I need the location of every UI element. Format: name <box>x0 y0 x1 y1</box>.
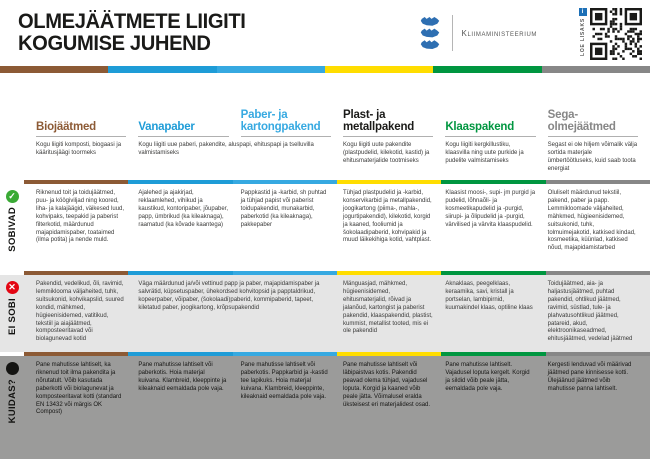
qr-code <box>590 8 642 60</box>
category-color-bar <box>0 66 650 73</box>
cell-klaaspakend-kuidas: Pane mahutisse lahtiselt. Vajadusel loputa kergelt. Korgid ja sildid võib peale jätta, eemaldada pole vaja. <box>445 362 530 392</box>
row-kuidas <box>0 356 650 459</box>
logo-divider <box>452 15 453 51</box>
cell-paber-ei-sobi: Väga määrdunud ja/või vettinud papp ja paber, majapidamispaber ja salvrätid, küpsetuspaber, ühekordsed kohvitopsid ja papptaldrikud, kopeerpaber, võipaber, (šokolaadi)paberid, kommipaberid, tapeet, kiletatud paber, joogikartong, krõpsupakendid <box>138 281 320 311</box>
column-title-sega-olmejaatmed: Sega- olmejäätmed <box>548 73 638 137</box>
column-title-biojaatmed: Biojäätmed <box>36 73 126 137</box>
bar-vanapaber <box>108 66 216 73</box>
row-sobivad <box>0 184 650 271</box>
bar-plast-metallpakend <box>325 66 433 73</box>
bar-klaaspakend <box>433 66 541 73</box>
ei-sobi-gutter <box>0 275 24 352</box>
column-title-vanapaber: Vanapaber <box>138 73 228 137</box>
row-ei-sobi <box>0 275 650 352</box>
ministry-name: Kliimaministeerium <box>461 28 537 38</box>
cell-paber-kartongpakend-kuidas: Pane mahutisse lahtiselt või paberkotis. Pappkarbid ja -kastid tee lapikuks. Hoia materjal kuivana. Klambreid, kleeppinte, kileaknaid eemaldada pole vaja. <box>240 362 328 400</box>
cell-sega-olmejaatmed-kuidas: Kergesti lenduvad või määrivad jäätmed pane kinnisesse kotti. Ülejäänud jäätmed võib mahutisse panna lahtiselt. <box>547 362 632 392</box>
column-title-paber-kartongpakend: Paber- ja kartongpakend <box>241 73 331 137</box>
cell-vanapaber-sobivad: Ajalehed ja ajakirjad, reklaamlehed, vihikud ja kaustikud, kontoripaber, jõupaber, papp, ümbrikud (ka kileaknaga), raamatud (ka kõvade kaantega) <box>138 190 229 228</box>
cell-plast-metallpakend-ei-sobi: Mänguasjad, mähkmed, hügieenisidemed, ehitusmaterjalid, rõivad ja jalanõud, kartongist ja paberist pakendid, klaaspakendid, plastist, kummist, metallist tooted, mis ei ole pakendid <box>343 281 433 335</box>
cell-klaaspakend-sobivad: Klaasist moosi-, supi- jm purgid ja pudelid, lõhnaõli- ja kosmeetikapudelid ja -purgid, siirupi- ja õlipudelid ja -purgid, värvilised ja värvita klaaspudelid. <box>445 190 536 228</box>
bar-sega-olmejaatmed <box>542 66 650 73</box>
cell-vanapaber-kuidas: Pane mahutisse lahtiselt või paberkotis. Hoia materjal kuivana. Klambreid, kleeppinte ja kileaknaid eemaldada pole vaja. <box>138 362 227 392</box>
cell-klaaspakend-ei-sobi: Aknaklaas, peegelklaas, keraamika, savi, kristall ja portselan, lambipirnid, kuumakindel klaas, optiline klaas <box>445 281 533 311</box>
black-dot-icon <box>6 362 19 375</box>
subtitle-paber: Kogu liigiti uue paberi, pakendite, aluspapi, ehituspapi ja tselluvilla valmistamiseks <box>138 142 314 156</box>
column-title-plast-metallpakend: Plast- ja metallpakend <box>343 73 433 137</box>
subtitle-sega-olmejaatmed: Segast ei ole hiljem võimalik välja sortida materjale ümbertöötluseks, kuid saab toota energiat <box>547 142 638 172</box>
subtitle-plast-metallpakend: Kogu liigiti uute pakendite (plastpudelid, kilekotid, kastid) ja ehitusmaterjalide tootmiseks <box>343 142 430 164</box>
subtitle-biojaatmed: Kogu liigiti komposti, biogaasi ja kääritusjäägi toormeks <box>36 142 122 156</box>
estonia-lions-icon <box>418 16 443 51</box>
qr-block <box>577 6 642 60</box>
header-gutter <box>0 73 24 137</box>
ministry-logo <box>418 15 537 51</box>
subtitle-klaaspakend: Kogu liigiti kergkillustiku, klaasvilla ning uute purkide ja pudelite valmistamiseks <box>445 142 524 164</box>
cell-biojaatmed-sobivad: Riknenud toit ja toidujäätmed, puu- ja köögiviljad ning koored, liha- ja kalajäägid, väikesed luud, kohvipaks, teepakid ja paberist filterkotid, määrdunud majapidamispaber, toataimed (ilma potita) ja nende muld. <box>36 190 125 244</box>
cell-biojaatmed-kuidas: Pane mahutisse lahtiselt, ka riknenud toit ilma pakendita ja nõrutatult. Võib kasutada paberkotti või biolagunevat ja komposteeritavat kotti (standard EN 13432 või märgis OK Compost) <box>36 362 122 416</box>
column-title-klaaspakend: Klaaspakend <box>445 73 535 137</box>
cell-sega-olmejaatmed-ei-sobi: Toidujäätmed, aia- ja haljastusjäätmed, puhtad pakendid, ohtlikud jäätmed, ravimid, süstlad, tule- ja plahvatusohtlikud jäätmed, patareid, akud, elektroonikaseadmed, ehitusjäätmed, vedelad jäätmed <box>547 281 633 343</box>
sobivad-gutter <box>0 184 24 271</box>
column-headers <box>0 73 650 180</box>
title-line-1: OLMEJÄÄTMETE LIIGITI <box>18 10 246 34</box>
row-label-kuidas: KUIDAS? <box>6 379 18 424</box>
qr-side <box>577 8 588 56</box>
cell-sega-olmejaatmed-sobivad: Oluliselt määrdunud tekstiil, pakend, paber ja papp. Lemmikloomade väljaheited, mähkmed, hügieenisidemed, suitsukonid, tuhk, tolmuimejakotid, katkised kindad, kosmeetika, küünlad, katkised nõud, majapidamistarbed <box>547 190 636 252</box>
info-icon: i <box>579 8 587 16</box>
cell-plast-metallpakend-sobivad: Tühjad plastpudelid ja -karbid, konservikarbid ja metallpakendid, joogikartong (piima-, mahla-, jogurtipakendid), kilekotid, korgid ja kaaned, fooliumid ja šokolaadipaberid, kohvipakid ja muud läikekihiga kotid, vahtplast. <box>343 190 432 244</box>
bar-biojaatmed <box>0 66 108 73</box>
row-label-ei-sobi: EI SOBI <box>6 298 18 335</box>
page-title <box>18 11 246 55</box>
row-label-sobivad: SOBIVAD <box>6 207 18 252</box>
cell-plast-metallpakend-kuidas: Pane mahutisse lahtiselt või läbipaistvas kotis. Pakendid peavad olema tühjad, vajadusel loputa. Korgid ja kaaned võib peale jätta. Võimalusel eralda üksteisest eri materjalidest osad. <box>343 362 431 408</box>
cross-icon: ✕ <box>6 281 19 294</box>
cell-biojaatmed-ei-sobi: Pakendid, vedelikud, õli, ravimid, lemmiklooma väljaheited, tuhk, suitsukonid, kohvikapslid, suured kondid, mähkmed, hügieenisidemed, vatitikud, tekstiil ja aiajäätmed, komposteeritavad või biolagunevad kotid <box>36 281 124 343</box>
check-icon: ✓ <box>6 190 19 203</box>
header <box>0 0 650 66</box>
cell-paber-kartongpakend-sobivad: Pappkastid ja -karbid, sh puhtad ja tühjad papist või paberist toidupakendid, munakarbid, paberkotid (ka kileaknaga), pakkepaber <box>240 190 327 228</box>
qr-caption: LOE LISAKS <box>579 18 586 57</box>
bar-paber-kartongpakend <box>217 66 325 73</box>
kuidas-gutter <box>0 356 24 459</box>
title-line-2: KOGUMISE JUHEND <box>18 32 211 55</box>
